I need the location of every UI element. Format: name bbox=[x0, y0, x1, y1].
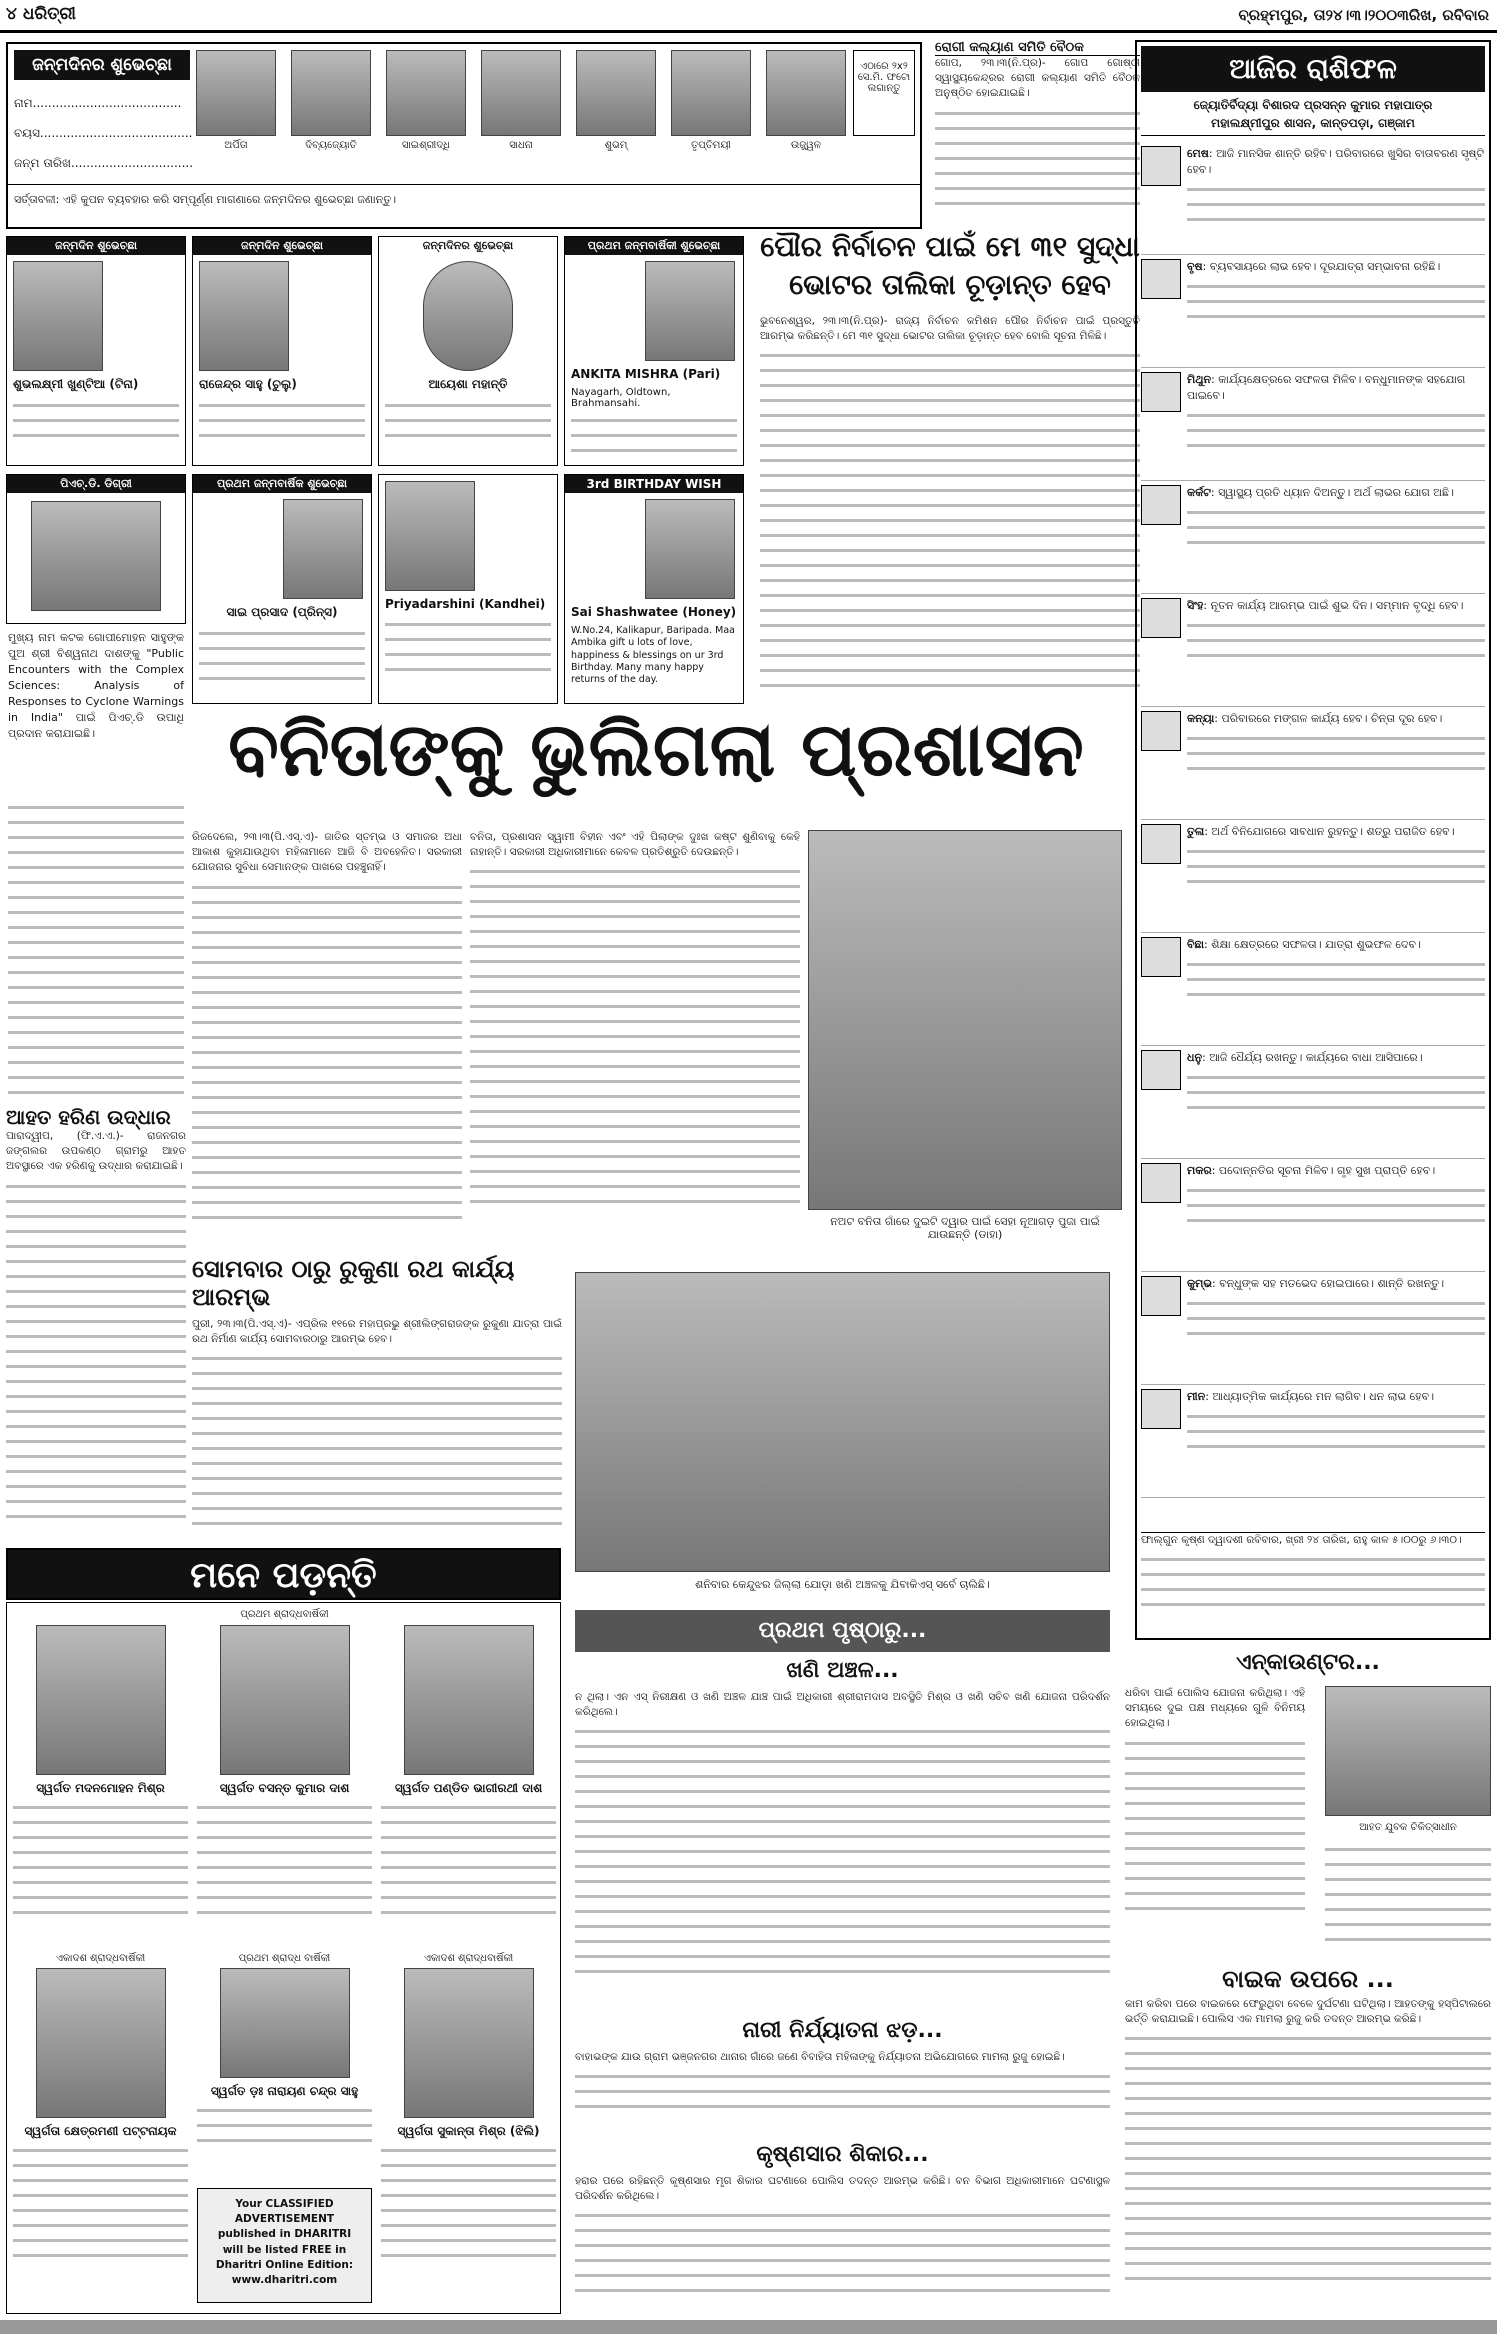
text-placeholder bbox=[1187, 1183, 1485, 1228]
obit-tag: ପ୍ରଥମ ଶ୍ରାଦ୍ଧବାର୍ଷିକୀ bbox=[240, 1609, 329, 1620]
main-story-col-2 bbox=[470, 830, 800, 1250]
horoscope-sign-row: ବୃଷ: ବ୍ୟବସାୟରେ ଲାଭ ହେବ। ଦୂରଯାତ୍ରା ସମ୍ଭାବନା ରହିଛି। bbox=[1141, 255, 1485, 368]
wish-photo bbox=[645, 499, 735, 599]
wish-name: ସାଇ ପ୍ରସାଦ (ପ୍ରିନ୍ସ) bbox=[226, 605, 338, 619]
obit-name: ସ୍ୱର୍ଗତ ବସନ୍ତ କୁମାର ଦାଶ bbox=[219, 1781, 350, 1795]
wish-card bbox=[378, 474, 558, 704]
wish-name: ଶୁଭଲକ୍ଷ୍ମୀ ଖୁଣ୍ଟିଆ (ଟିନା) bbox=[13, 377, 139, 391]
form-name: ନାମ....................................... bbox=[14, 96, 182, 110]
form-age: ବୟସ........................................ bbox=[14, 126, 193, 140]
wish-card bbox=[6, 236, 186, 466]
text-placeholder bbox=[13, 1800, 188, 1920]
obit-card bbox=[197, 1953, 372, 2178]
election-title: ପୌର ନିର୍ବାଚନ ପାଇଁ ମେ ୩୧ ସୁଦ୍ଧା ଭୋଟର ତାଲିକା ଚୂଡ଼ାନ୍ତ ହେବ bbox=[760, 230, 1140, 301]
wish-tag: ଜନ୍ମଦିନ ଶୁଭେଚ୍ଛା bbox=[7, 237, 185, 255]
text-placeholder bbox=[1187, 731, 1485, 776]
horoscope-author: ଜ୍ୟୋତିର୍ବିଦ୍ୟା ବିଶାରଦ ପ୍ରସନ୍ନ କୁମାର ମହାପାତ୍ର bbox=[1193, 98, 1433, 112]
kid-name: ଶୁଭମ୍ bbox=[604, 140, 628, 151]
sign-name: କୁମ୍ଭ bbox=[1187, 1277, 1213, 1290]
photo-placeholder-box: ଏଠାରେ ୨x୨ ସେ.ମି. ଫଟୋ ଲଗାନ୍ତୁ bbox=[853, 50, 915, 136]
welfare-text: ଗୋପ, ୨୩।୩(ନି.ପ୍ର)- ଗୋପ ଗୋଷ୍ଠୀ ସ୍ୱାସ୍ଥ୍ୟକେନ୍ଦ୍ରର ରୋଗୀ କଲ୍ୟାଣ ସମିତି ବୈଠକ ଅନୁଷ୍ଠିତ ହୋଇଯାଇଛି। bbox=[935, 57, 1140, 100]
bike-text: କାମ କରିବା ପରେ ବାଇକରେ ଫେରୁଥିବା ବେଳେ ଦୁର୍ଘଟଣା ଘଟିଥିଲା। ଆହତଙ୍କୁ ହସ୍ପିଟାଲରେ ଭର୍ତ୍ତି କରାଯାଇଛି। ପୋଲିସ ଏକ ମାମଲା ରୁଜୁ କରି ତଦନ୍ତ ଆରମ୍ଭ କରିଛି। bbox=[1125, 1998, 1491, 2026]
wish-tag: 3rd BIRTHDAY WISH bbox=[565, 475, 743, 493]
wish-text: W.No.24, Kalikapur, Baripada. Maa Ambika gift u lots of love, happiness & blessings on ur 3rd Birthday. Many many happy returns of the day. bbox=[571, 625, 736, 686]
sign-name: କନ୍ୟା bbox=[1187, 712, 1215, 725]
obit-card bbox=[13, 1953, 188, 2303]
front-page-banner: ପ୍ରଥମ ପୃଷ୍ଠାରୁ... bbox=[575, 1610, 1110, 1652]
kid-photo bbox=[196, 50, 276, 136]
sign-text: ସ୍ୱାସ୍ଥ୍ୟ ପ୍ରତି ଧ୍ୟାନ ଦିଅନ୍ତୁ। ଅର୍ଥ ଲାଭର ଯୋଗ ଅଛି। bbox=[1218, 486, 1454, 499]
sign-name: କର୍କଟ bbox=[1187, 486, 1211, 499]
horoscope-sign-row: ମକର: ପଦୋନ୍ନତିର ସୂଚନା ମିଳିବ। ଗୃହ ସୁଖ ପ୍ରାପ୍ତି ହେବ। bbox=[1141, 1159, 1485, 1272]
encounter-story bbox=[1125, 1650, 1491, 1960]
text-placeholder bbox=[192, 880, 462, 1220]
horoscope-sign-row: ବିଛା: ଶିକ୍ଷା କ୍ଷେତ୍ରରେ ସଫଳତା। ଯାତ୍ରା ଶୁଭଫଳ ଦେବ। bbox=[1141, 933, 1485, 1046]
text-placeholder bbox=[1141, 1552, 1485, 1612]
cancer-icon bbox=[1141, 485, 1181, 525]
form-date: ଜନ୍ମ ତାରିଖ................................ bbox=[14, 156, 194, 170]
kid-name: ତୃପ୍ତିମୟୀ bbox=[691, 140, 731, 151]
sign-text: ବନ୍ଧୁଙ୍କ ସହ ମତଭେଦ ହୋଇପାରେ। ଶାନ୍ତି ରଖନ୍ତୁ। bbox=[1219, 1277, 1445, 1290]
obit-photo bbox=[404, 1968, 534, 2118]
text-placeholder bbox=[575, 2208, 1110, 2298]
horoscope-sign-row: କନ୍ୟା: ପରିବାରରେ ମଙ୍ଗଳ କାର୍ଯ୍ୟ ହେବ। ଚିନ୍ତା ଦୂର ହେବ। bbox=[1141, 707, 1485, 820]
wish-photo bbox=[13, 261, 103, 371]
rath-title: ସୋମବାର ଠାରୁ ରୁକୁଣା ରଥ କାର୍ଯ୍ୟ ଆରମ୍ଭ bbox=[192, 1255, 515, 1311]
gemini-icon bbox=[1141, 372, 1181, 412]
horoscope-sign-row: ମୀନ: ଆଧ୍ୟାତ୍ମିକ କାର୍ଯ୍ୟରେ ମନ ଲାଗିବ। ଧନ ଲାଭ ହେବ। bbox=[1141, 1385, 1485, 1498]
khani-story bbox=[575, 1690, 1110, 2015]
obit-card bbox=[381, 1953, 556, 2303]
wish-tag: ଜନ୍ମଦିନ ଶୁଭେଚ୍ଛା bbox=[193, 237, 371, 255]
obituary-section bbox=[6, 1602, 561, 2314]
harini-text: ପାରାଦ୍ୱୀପ, (ଫି.ଏ.ଏ.)- ରାଜନଗର ଜଙ୍ଗଲର ଉପକଣ୍ଠ ଗ୍ରାମରୁ ଆହତ ଅବସ୍ଥାରେ ଏକ ହରିଣକୁ ଉଦ୍ଧାର କରାଯାଇଛି। bbox=[6, 1130, 186, 1173]
kid-name: ଦିବ୍ୟଜ୍ୟୋତି bbox=[305, 140, 357, 151]
sign-text: ପରିବାରରେ ମଙ୍ଗଳ କାର୍ଯ୍ୟ ହେବ। ଚିନ୍ତା ଦୂର ହେବ। bbox=[1221, 712, 1443, 725]
obit-photo bbox=[36, 1625, 166, 1775]
sign-name: ବିଛା bbox=[1187, 938, 1204, 951]
horoscope-sign-row: ସିଂହ: ନୂତନ କାର୍ଯ୍ୟ ଆରମ୍ଭ ପାଇଁ ଶୁଭ ଦିନ। ସମ୍ମାନ ବୃଦ୍ଧି ହେବ। bbox=[1141, 594, 1485, 707]
text-placeholder bbox=[1187, 844, 1485, 889]
wish-photo bbox=[199, 261, 289, 371]
rath-text: ପୁରୀ, ୨୩।୩(ପି.ଏସ୍.ଏ)- ଏପ୍ରିଲ ୧୧ରେ ମହାପ୍ରଭୁ ଶ୍ରୀଲିଙ୍ଗରାଜଙ୍କ ରୁକୁଣା ଯାତ୍ରା ପାଇଁ ରଥ ନିର୍ମାଣ କାର୍ଯ୍ୟ ସୋମବାରଠାରୁ ଆରମ୍ଭ ହେବ। bbox=[192, 1318, 562, 1346]
wish-photo bbox=[645, 261, 735, 361]
sign-name: ମୀନ bbox=[1187, 1390, 1206, 1403]
text-placeholder bbox=[1187, 1296, 1485, 1341]
obit-photo bbox=[404, 1625, 534, 1775]
header-rule bbox=[0, 30, 1497, 33]
wish-photo bbox=[423, 261, 513, 371]
khani-title: ଖଣି ଅଞ୍ଚଳ... bbox=[786, 1658, 899, 1683]
wish-name: ANKITA MISHRA (Pari) bbox=[571, 367, 721, 381]
horoscope-sign-row: ମିଥୁନ: କାର୍ଯ୍ୟକ୍ଷେତ୍ରରେ ସଫଳତା ମିଳିବ। ବନ୍ଧୁମାନଙ୍କ ସହଯୋଗ ପାଇବେ। bbox=[1141, 368, 1485, 481]
libra-icon bbox=[1141, 824, 1181, 864]
obituary-title: ମନେ ପଡ଼ନ୍ତି bbox=[6, 1548, 561, 1600]
kid-photo bbox=[481, 50, 561, 136]
obit-tag: ଏକାଦଶ ଶ୍ରାଦ୍ଧବାର୍ଷିକୀ bbox=[423, 1953, 514, 1964]
main-headline: ବନିତାଙ୍କୁ ଭୁଲିଗଲା ପ୍ରଶାସନ bbox=[228, 707, 1084, 793]
obit-photo bbox=[220, 1625, 350, 1775]
main-story-text: ବନିତା, ପ୍ରଶାସନ ସ୍ୱାମୀ ବିହୀନ ଏବଂ ଏହି ପିଲାଙ୍କ ଦୁଃଖ କଷ୍ଟ ଶୁଣିବାକୁ କେହି ନାହାନ୍ତି। ସରକାରୀ ଅଧିକାରୀମାନେ କେବଳ ପ୍ରତିଶ୍ରୁତି ଦେଉଛନ୍ତି। bbox=[470, 831, 800, 859]
main-story-text: ରିଜଦେଲେ, ୨୩।୩(ପି.ଏସ୍.ଏ)- ଜାତିର ସ୍ତମ୍ଭ ଓ ସମାଜର ଅଧା ଆକାଶ କୁହାଯାଉଥିବା ମହିଳାମାନେ ଆଜି ବି ଅବହେଳିତ। ସରକାରୀ ଯୋଜନାର ସୁବିଧା ସେମାନଙ୍କ ପାଖରେ ପହଞ୍ଚୁନାହିଁ। bbox=[192, 831, 462, 874]
bike-title: ବାଇକ ଉପରେ ... bbox=[1222, 1965, 1394, 1993]
main-story-caption: ନଅଟ ବନିତା ଗାଁରେ ଦୁଇଟି ଦ୍ୱାର ପାଇଁ ସେହା ନୂଆଗଡ଼ ପୁଜା ପାଇଁ ଯାଉଛନ୍ତି (ଡାହା) bbox=[830, 1215, 1100, 1242]
kid-photo bbox=[671, 50, 751, 136]
wish-tag: ପ୍ରଥମ ଜନ୍ମବାର୍ଷିକୀ ଶୁଭେଚ୍ଛା bbox=[565, 237, 743, 255]
obit-name: ସ୍ୱର୍ଗତା ସୁକାନ୍ତା ମିଶ୍ର (ଝିଲି) bbox=[397, 2124, 540, 2138]
dateline: ବ୍ରହ୍ମପୁର, ତା୨୪।୩।୨୦୦୩ରିଖ, ରବିବାର bbox=[1238, 6, 1489, 24]
wish-text: Nayagarh, Oldtown, Brahmansahi. bbox=[571, 387, 671, 409]
encounter-caption: ଆହତ ଯୁବକ ଚିକିତ୍ସାଧୀନ bbox=[1359, 1822, 1457, 1833]
khani-text: ନ ଥିଲା। ଏନ ଏସ୍ ନିରୀକ୍ଷଣ ଓ ଖଣି ଅଞ୍ଚଳ ଯାଞ୍ଚ ପାଇଁ ଅଧିକାରୀ ଶ୍ରୀରାମଦାସ ଅବସ୍ଥିତି ମିଶ୍ର ଓ ଖଣି ସଚିବ ଖଣି ଯୋଜନା ପରିଦର୍ଶନ କରିଥିଲେ। bbox=[575, 1691, 1110, 1719]
horoscope-sign-row: କର୍କଟ: ସ୍ୱାସ୍ଥ୍ୟ ପ୍ରତି ଧ୍ୟାନ ଦିଅନ୍ତୁ। ଅର୍ଥ ଲାଭର ଯୋଗ ଅଛି। bbox=[1141, 481, 1485, 594]
sign-name: ମକର bbox=[1187, 1164, 1212, 1177]
encounter-title: ଏନ୍‌କାଉଣ୍ଟର... bbox=[1236, 1650, 1380, 1675]
kid-name: ଅର୍ପିତା bbox=[224, 140, 248, 151]
sign-name: ବୃଷ bbox=[1187, 260, 1203, 273]
text-placeholder bbox=[935, 106, 1140, 216]
text-placeholder bbox=[575, 1724, 1110, 1984]
text-placeholder bbox=[760, 348, 1140, 688]
footer-bar bbox=[0, 2320, 1497, 2334]
text-placeholder bbox=[1125, 2031, 1491, 2291]
wish-name: Sai Shashwatee (Honey) bbox=[571, 605, 737, 619]
classified-notice: Your CLASSIFIED ADVERTISEMENT published in DHARITRI will be listed FREE in Dharitri Online Edition: www.dharitri.com bbox=[197, 2188, 372, 2303]
text-placeholder bbox=[470, 864, 800, 1204]
text-placeholder bbox=[13, 398, 179, 448]
encounter-text: ଧରିବା ପାଇଁ ପୋଲିସ ଯୋଜନା କରିଥିଲା। ଏହି ସମୟରେ ଦୁଇ ପକ୍ଷ ମଧ୍ୟରେ ଗୁଳି ବିନିମୟ ହୋଇଥିଲା। bbox=[1125, 1687, 1305, 1730]
sign-name: ମିଥୁନ bbox=[1187, 373, 1212, 386]
krushna-title: କୃଷ୍ଣସାର ଶିକାର... bbox=[756, 2142, 929, 2167]
obit-photo bbox=[36, 1968, 166, 2118]
obit-name: ସ୍ୱର୍ଗତା କ୍ଷେତ୍ରମଣୀ ପଟ୍ଟନାୟକ bbox=[24, 2124, 177, 2138]
text-placeholder bbox=[197, 1800, 372, 1920]
text-placeholder bbox=[8, 800, 184, 1100]
wish-card bbox=[6, 474, 186, 624]
welfare-story bbox=[935, 40, 1140, 230]
horoscope-place: ମହାଲକ୍ଷ୍ମୀପୁର ଶାସନ, କାନ୍ତପଡ଼ା, ଗଞ୍ଜାମ bbox=[1141, 116, 1485, 136]
harini-story bbox=[6, 1105, 186, 1545]
kid-name: ଉଜ୍ଜ୍ୱଳ bbox=[790, 140, 821, 151]
text-placeholder bbox=[1187, 618, 1485, 663]
krushna-text: ହରାର ପରେ ରହିଛନ୍ତି କୃଷ୍ଣସାର ମୃଗ ଶିକାର ଘଟଣାରେ ପୋଲିସ ତଦନ୍ତ ଆରମ୍ଭ କରିଛି। ବନ ବିଭାଗ ଅଧିକାରୀମାନେ ଘଟଣାସ୍ଥଳ ପରିଦର୍ଶନ କରିଥିଲେ। bbox=[575, 2175, 1110, 2203]
sign-text: ଆଜି ଧୈର୍ଯ୍ୟ ରଖନ୍ତୁ। କାର୍ଯ୍ୟରେ ବାଧା ଆସିପାରେ। bbox=[1209, 1051, 1423, 1064]
nari-title: ନାରୀ ନିର୍ଯ୍ୟାତନା ଝଡ଼... bbox=[742, 2018, 943, 2043]
harini-title: ଆହତ ହରିଣ ଉଦ୍ଧାର bbox=[6, 1105, 171, 1129]
taurus-icon bbox=[1141, 259, 1181, 299]
page-label: ୪ ଧରିତ୍ରୀ bbox=[6, 4, 76, 24]
obit-tag: ଏକାଦଶ ଶ୍ରାଦ୍ଧବାର୍ଷିକୀ bbox=[55, 1953, 146, 1964]
text-placeholder bbox=[13, 2143, 188, 2263]
horoscope-sign-row: ଧନୁ: ଆଜି ଧୈର୍ଯ୍ୟ ରଖନ୍ତୁ। କାର୍ଯ୍ୟରେ ବାଧା ଆସିପାରେ। bbox=[1141, 1046, 1485, 1159]
panjika-text: ଫାଲ୍ଗୁନ କୃଷ୍ଣ ଦ୍ୱାଦଶୀ ରବିବାର, ଖ୍ରୀ ୨୪ ତାରିଖ, ରାହୁ କାଳ ୫।୦୦ରୁ ୬।୩୦। bbox=[1141, 1534, 1462, 1546]
kid-photo bbox=[576, 50, 656, 136]
aries-icon bbox=[1141, 146, 1181, 186]
phd-text: ମୁଖ୍ୟ ନାମ କଟକ ଗୋପୀମୋହନ ସାହୁଙ୍କ ପୁଅ ଶ୍ରୀ ବିଶ୍ୱନାଥ ଦାଶଙ୍କୁ "Public Encounters with the Complex Sciences: Analysis of Responses to Cyclone Warnings in India" ପାଇଁ ପିଏଚ୍.ଡି ଉପାଧି ପ୍ରଦାନ କରାଯାଇଛି। bbox=[8, 631, 184, 740]
text-placeholder bbox=[192, 1351, 562, 1531]
text-placeholder bbox=[1187, 957, 1485, 1002]
rath-photo bbox=[575, 1272, 1110, 1572]
birthday-title: ଜନ୍ମଦିନର ଶୁଭେଚ୍ଛା bbox=[14, 50, 190, 80]
wish-tag: ଜନ୍ମଦିନର ଶୁଭେଚ୍ଛା bbox=[422, 239, 514, 252]
text-placeholder bbox=[197, 2103, 372, 2153]
sign-name: ଧନୁ bbox=[1187, 1051, 1203, 1064]
nari-text: ବାହାଭଙ୍କ ଯାଉ ଗ୍ରାମ ଭଞ୍ଜନଗର ଥାନାର ଗାଁରେ ଜଣେ ବିବାହିତା ମହିଳାଙ୍କୁ ନିର୍ଯ୍ୟାତନା ଅଭିଯୋଗରେ ମାମଲା ରୁଜୁ ହୋଇଛି। bbox=[575, 2051, 1065, 2063]
text-placeholder bbox=[381, 2143, 556, 2263]
wish-tag: ପିଏଚ୍.ଡି. ଡିଗ୍ରୀ bbox=[7, 475, 185, 493]
wish-card bbox=[192, 474, 372, 704]
horoscope-signs bbox=[1141, 142, 1485, 1498]
horoscope-sign-row: ତୁଳା: ଅର୍ଥ ବିନିଯୋଗରେ ସାବଧାନ ରୁହନ୍ତୁ। ଶତ୍ରୁ ପରାଜିତ ହେବ। bbox=[1141, 820, 1485, 933]
sagittarius-icon bbox=[1141, 1050, 1181, 1090]
virgo-icon bbox=[1141, 711, 1181, 751]
wish-photo bbox=[283, 499, 363, 599]
text-placeholder bbox=[1187, 1409, 1485, 1454]
main-story-photo bbox=[808, 830, 1122, 1210]
sign-name: ମେଷ bbox=[1187, 147, 1209, 160]
rath-caption: ଶନିବାର କେନ୍ଦୁଝର ଜିଲ୍ଲା ଯୋଡ଼ା ଖଣି ଅଞ୍ଚଳକୁ ଯିବାକିଏସ୍ ସର୍ବେ ଚାଲିଛି। bbox=[695, 1578, 990, 1591]
text-placeholder bbox=[1125, 1736, 1305, 1916]
sign-text: ଆଜି ମାନସିକ ଶାନ୍ତି ରହିବ। ପରିବାରରେ ଖୁସିର ବାତାବରଣ ସୃଷ୍ଟି ହେବ। bbox=[1187, 147, 1485, 176]
text-placeholder bbox=[1187, 279, 1485, 324]
sign-text: ଅର୍ଥ ବିନିଯୋଗରେ ସାବଧାନ ରୁହନ୍ତୁ। ଶତ୍ରୁ ପରାଜିତ ହେବ। bbox=[1211, 825, 1455, 838]
kid-name: ସାଇଶ୍ରୀଦ୍ଧି bbox=[402, 140, 450, 151]
horoscope-title: ଆଜିର ରାଶିଫଳ bbox=[1141, 46, 1485, 92]
sign-text: ପଦୋନ୍ନତିର ସୂଚନା ମିଳିବ। ଗୃହ ସୁଖ ପ୍ରାପ୍ତି ହେବ। bbox=[1218, 1164, 1436, 1177]
obit-name: ସ୍ୱର୍ଗତ ଡ଼ଃ ନାରାୟଣ ଚନ୍ଦ୍ର ସାହୁ bbox=[210, 2084, 359, 2098]
obit-card bbox=[13, 1609, 188, 1949]
krushna-story bbox=[575, 2174, 1110, 2314]
text-placeholder bbox=[381, 1800, 556, 1920]
sign-text: ବ୍ୟବସାୟରେ ଲାଭ ହେବ। ଦୂରଯାତ୍ରା ସମ୍ଭାବନା ରହିଛି। bbox=[1209, 260, 1441, 273]
sign-text: ଆଧ୍ୟାତ୍ମିକ କାର୍ଯ୍ୟରେ ମନ ଲାଗିବ। ଧନ ଲାଭ ହେବ। bbox=[1212, 1390, 1435, 1403]
horoscope-sign-row: କୁମ୍ଭ: ବନ୍ଧୁଙ୍କ ସହ ମତଭେଦ ହୋଇପାରେ। ଶାନ୍ତି ରଖନ୍ତୁ। bbox=[1141, 1272, 1485, 1385]
wish-card bbox=[378, 236, 558, 466]
text-placeholder bbox=[385, 617, 551, 677]
wish-card bbox=[192, 236, 372, 466]
sign-text: କାର୍ଯ୍ୟକ୍ଷେତ୍ରରେ ସଫଳତା ମିଳିବ। ବନ୍ଧୁମାନଙ୍କ ସହଯୋଗ ପାଇବେ। bbox=[1187, 373, 1466, 402]
panjika bbox=[1141, 1532, 1485, 1633]
text-placeholder bbox=[385, 398, 551, 448]
text-placeholder bbox=[575, 2069, 1110, 2115]
obit-name: ସ୍ୱର୍ଗତ ମଦନମୋହନ ମିଶ୍ର bbox=[36, 1781, 165, 1795]
text-placeholder bbox=[1187, 1070, 1485, 1115]
text-placeholder bbox=[571, 413, 737, 453]
sign-name: ତୁଳା bbox=[1187, 825, 1205, 838]
text-placeholder bbox=[1325, 1842, 1491, 1952]
obit-tag: ପ୍ରଥମ ଶ୍ରାଦ୍ଧ ବାର୍ଷିକୀ bbox=[238, 1953, 331, 1964]
wish-name: Priyadarshini (Kandhei) bbox=[385, 597, 546, 611]
obit-card bbox=[197, 1609, 372, 1949]
obit-card bbox=[381, 1609, 556, 1949]
wish-photo bbox=[385, 481, 475, 591]
encounter-photo bbox=[1325, 1686, 1491, 1816]
text-placeholder bbox=[1187, 505, 1485, 550]
election-story bbox=[760, 228, 1140, 728]
welfare-title: ରୋଗୀ କଲ୍ୟାଣ ସମିତି ବୈଠକ bbox=[935, 40, 1140, 56]
sign-text: ନୂତନ କାର୍ଯ୍ୟ ଆରମ୍ଭ ପାଇଁ ଶୁଭ ଦିନ। ସମ୍ମାନ ବୃଦ୍ଧି ହେବ। bbox=[1210, 599, 1464, 612]
election-text: ଭୁବନେଶ୍ୱର, ୨୩।୩(ନି.ପ୍ର)- ରାଜ୍ୟ ନିର୍ବାଚନ କମିଶନ ପୌର ନିର୍ବାଚନ ପାଇଁ ପ୍ରସ୍ତୁତି ଆରମ୍ଭ କରିଛନ୍ତି। ମେ ୩୧ ସୁଦ୍ଧା ଭୋଟର ତାଲିକା ଚୂଡ଼ାନ୍ତ ହେବ ବୋଲି ସୂଚନା ମିଳିଛି। bbox=[760, 314, 1140, 342]
rath-story bbox=[192, 1255, 562, 1540]
horoscope-sign-row: ମେଷ: ଆଜି ମାନସିକ ଶାନ୍ତି ରହିବ। ପରିବାରରେ ଖୁସିର ବାତାବରଣ ସୃଷ୍ଟି ହେବ। bbox=[1141, 142, 1485, 255]
sign-name: ସିଂହ bbox=[1187, 599, 1204, 612]
kid-name: ସାଧନା bbox=[509, 140, 533, 151]
kid-photo bbox=[386, 50, 466, 136]
text-placeholder bbox=[6, 1179, 186, 1519]
bike-story bbox=[1125, 1965, 1491, 2314]
pisces-icon bbox=[1141, 1389, 1181, 1429]
obit-name: ସ୍ୱର୍ଗତ ପଣ୍ଡିତ ଭାଗୀରଥୀ ଦାଶ bbox=[394, 1781, 543, 1795]
horoscope-box bbox=[1135, 40, 1491, 1640]
kid-photo bbox=[766, 50, 846, 136]
aquarius-icon bbox=[1141, 1276, 1181, 1316]
birthday-coupon bbox=[6, 42, 922, 229]
obit-tag bbox=[381, 1609, 556, 1621]
kid-photo bbox=[291, 50, 371, 136]
scorpio-icon bbox=[1141, 937, 1181, 977]
wish-card bbox=[564, 474, 744, 704]
text-placeholder bbox=[1187, 408, 1485, 453]
capricorn-icon bbox=[1141, 1163, 1181, 1203]
wish-name: ରାଜେନ୍ଦ୍ର ସାହୁ (ଚୁଲୁ) bbox=[199, 377, 297, 391]
wish-photo bbox=[31, 501, 161, 611]
wish-name: ଆୟେଶା ମହାନ୍ତି bbox=[428, 377, 508, 391]
obit-tag bbox=[13, 1609, 188, 1621]
text-placeholder bbox=[199, 626, 365, 686]
sign-text: ଶିକ୍ଷା କ୍ଷେତ୍ରରେ ସଫଳତା। ଯାତ୍ରା ଶୁଭଫଳ ଦେବ। bbox=[1211, 938, 1421, 951]
main-story-col-1 bbox=[192, 830, 462, 1250]
text-placeholder bbox=[1187, 182, 1485, 227]
leo-icon bbox=[1141, 598, 1181, 638]
wish-tag: ପ୍ରଥମ ଜନ୍ମବାର୍ଷିକ ଶୁଭେଚ୍ଛା bbox=[193, 475, 371, 493]
wish-card bbox=[564, 236, 744, 466]
obit-photo bbox=[220, 1968, 350, 2078]
coupon-terms: ସର୍ତ୍ତାବଳୀ: ଏହି କୁପନ ବ୍ୟବହାର କରି ସମ୍ପୂର୍ଣ୍ଣ ମାଗଣାରେ ଜନ୍ମଦିନର ଶୁଭେଚ୍ଛା ଜଣାନ୍ତୁ। bbox=[14, 193, 397, 206]
text-placeholder bbox=[199, 398, 365, 448]
nari-story bbox=[575, 2050, 1110, 2140]
